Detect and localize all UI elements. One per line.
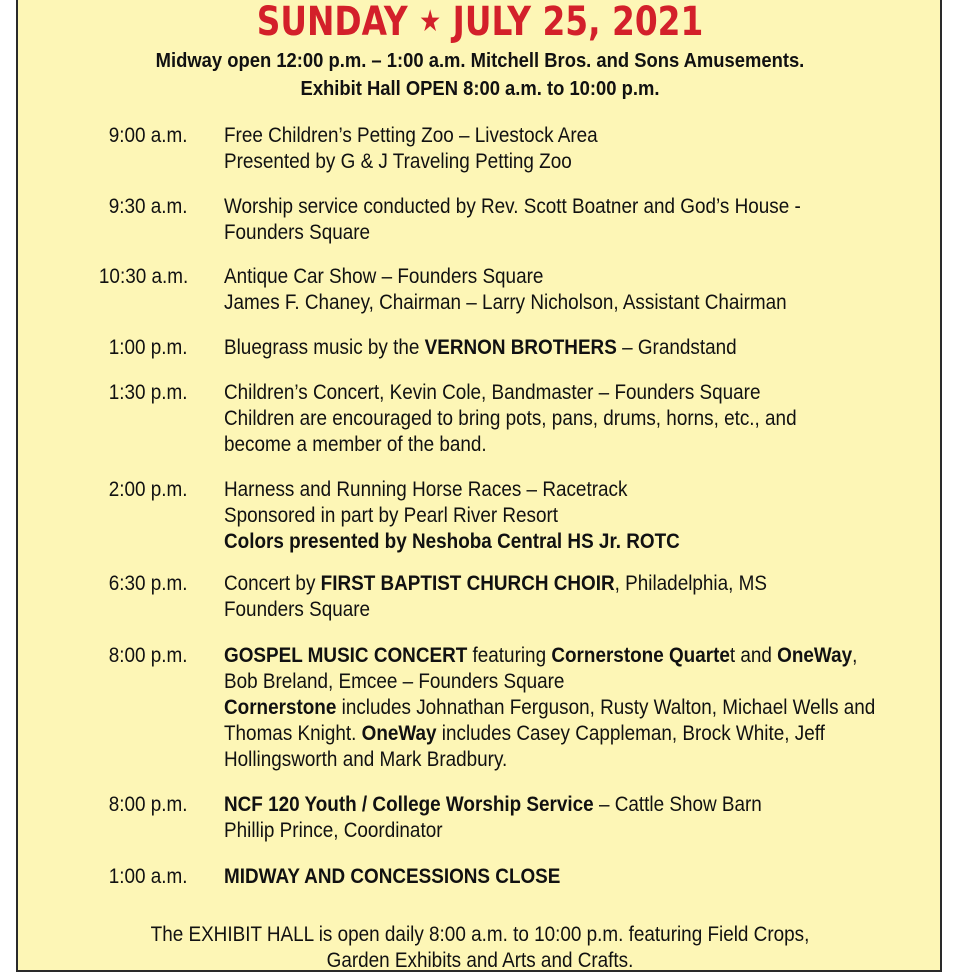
event-text: – Grandstand (616, 336, 737, 359)
title-day: SUNDAY (256, 0, 408, 45)
event-line (224, 864, 908, 890)
event-description (224, 477, 908, 555)
event-description (224, 380, 908, 458)
event-description (224, 335, 908, 361)
event-text-bold: Colors presented by Neshoba Central HS Jr. ROTC (224, 530, 680, 553)
event-line (224, 695, 908, 721)
event-text: t and (729, 644, 778, 667)
event-text-bold: Cornerstone Quarte (551, 644, 730, 667)
event-text: Thomas Knight. (224, 722, 362, 745)
event-line (224, 432, 908, 458)
event-description (224, 864, 908, 890)
event-text-bold: OneWay (361, 722, 437, 745)
event-line (224, 194, 908, 220)
event-description (224, 264, 908, 316)
event-text-bold: FIRST BAPTIST CHURCH CHOIR (320, 572, 615, 595)
event-text: Harness and Running Horse Races – Racetrack (224, 478, 628, 501)
event-text: Children’s Concert, Kevin Cole, Bandmaster – Founders Square (224, 381, 761, 404)
event-text: Sponsored in part by Pearl River Resort (224, 504, 559, 527)
exhibit-hall-note (48, 922, 912, 974)
event-line (224, 123, 908, 149)
event-text: Concert by (224, 572, 321, 595)
event-line (224, 290, 908, 316)
event-text: James F. Chaney, Chairman – Larry Nicholson, Assistant Chairman (224, 291, 787, 314)
event-line (224, 406, 908, 432)
event-text: Children are encouraged to bring pots, pans, drums, horns, etc., and (224, 407, 797, 430)
event-text: Bob Breland, Emcee – Founders Square (224, 670, 565, 693)
footer-line: The EXHIBIT HALL is open daily 8:00 a.m. to 10:00 p.m. featuring Field Crops, (150, 923, 810, 946)
midway-hours: Midway open 12:00 p.m. – 1:00 a.m. Mitchell Bros. and Sons Amusements. (155, 50, 805, 72)
event-text: includes Casey Cappleman, Brock White, Jeff (436, 722, 825, 745)
event-time: 9:30 a.m. (109, 195, 188, 218)
page-title (86, 0, 873, 45)
event-line (224, 721, 908, 747)
event-text: become a member of the band. (224, 433, 487, 456)
event-text: featuring (467, 644, 552, 667)
event-time: 1:00 p.m. (109, 336, 188, 359)
event-text-bold: VERNON BROTHERS (424, 336, 617, 359)
event-text: includes Johnathan Ferguson, Rusty Walton, Michael Wells and (336, 696, 876, 719)
event-text-bold: GOSPEL MUSIC CONCERT (224, 644, 468, 667)
event-text: Founders Square (224, 598, 371, 621)
event-time: 10:30 a.m. (98, 265, 188, 288)
event-text-bold: OneWay (777, 644, 853, 667)
event-text: Presented by G & J Traveling Petting Zoo (224, 150, 572, 173)
event-line (224, 818, 908, 844)
event-line (224, 792, 908, 818)
event-description (224, 792, 908, 844)
event-text: Hollingsworth and Mark Bradbury. (224, 748, 508, 771)
star-icon: ★ (419, 4, 442, 39)
event-line (224, 380, 908, 406)
event-time: 1:00 a.m. (109, 865, 188, 888)
event-time: 6:30 p.m. (109, 572, 188, 595)
event-time: 8:00 p.m. (109, 644, 188, 667)
event-description (224, 643, 908, 773)
event-line (224, 477, 908, 503)
event-description (224, 571, 908, 623)
event-line (224, 597, 908, 623)
event-text: Free Children’s Petting Zoo – Livestock Area (224, 124, 598, 147)
event-text: Phillip Prince, Coordinator (224, 819, 443, 842)
event-line (224, 669, 908, 695)
event-time: 2:00 p.m. (109, 478, 188, 501)
event-line (224, 747, 908, 773)
footer-line: Garden Exhibits and Arts and Crafts. (326, 949, 634, 972)
event-text: – Cattle Show Barn (593, 793, 762, 816)
event-line (224, 571, 908, 597)
event-time: 8:00 p.m. (109, 793, 188, 816)
event-time: 1:30 p.m. (109, 381, 188, 404)
event-line (224, 503, 908, 529)
event-text: Worship service conducted by Rev. Scott Boatner and God’s House - (224, 195, 801, 218)
event-line (224, 264, 908, 290)
event-line (224, 643, 908, 669)
title-date: JULY 25, 2021 (452, 0, 704, 45)
exhibit-hall-hours: Exhibit Hall OPEN 8:00 a.m. to 10:00 p.m. (300, 78, 660, 100)
event-text: , Philadelphia, MS (614, 572, 767, 595)
event-text-bold: Cornerstone (224, 696, 337, 719)
event-line (224, 149, 908, 175)
event-text: Antique Car Show – Founders Square (224, 265, 544, 288)
event-text-bold: MIDWAY AND CONCESSIONS CLOSE (224, 865, 561, 888)
event-line (224, 529, 908, 555)
event-description (224, 194, 908, 246)
event-description (224, 123, 908, 175)
event-line (224, 220, 908, 246)
event-text: , (852, 644, 858, 667)
event-line (224, 335, 908, 361)
event-text-bold: NCF 120 Youth / College Worship Service (224, 793, 594, 816)
event-text: Bluegrass music by the (224, 336, 425, 359)
event-text: Founders Square (224, 221, 371, 244)
event-time: 9:00 a.m. (109, 124, 188, 147)
